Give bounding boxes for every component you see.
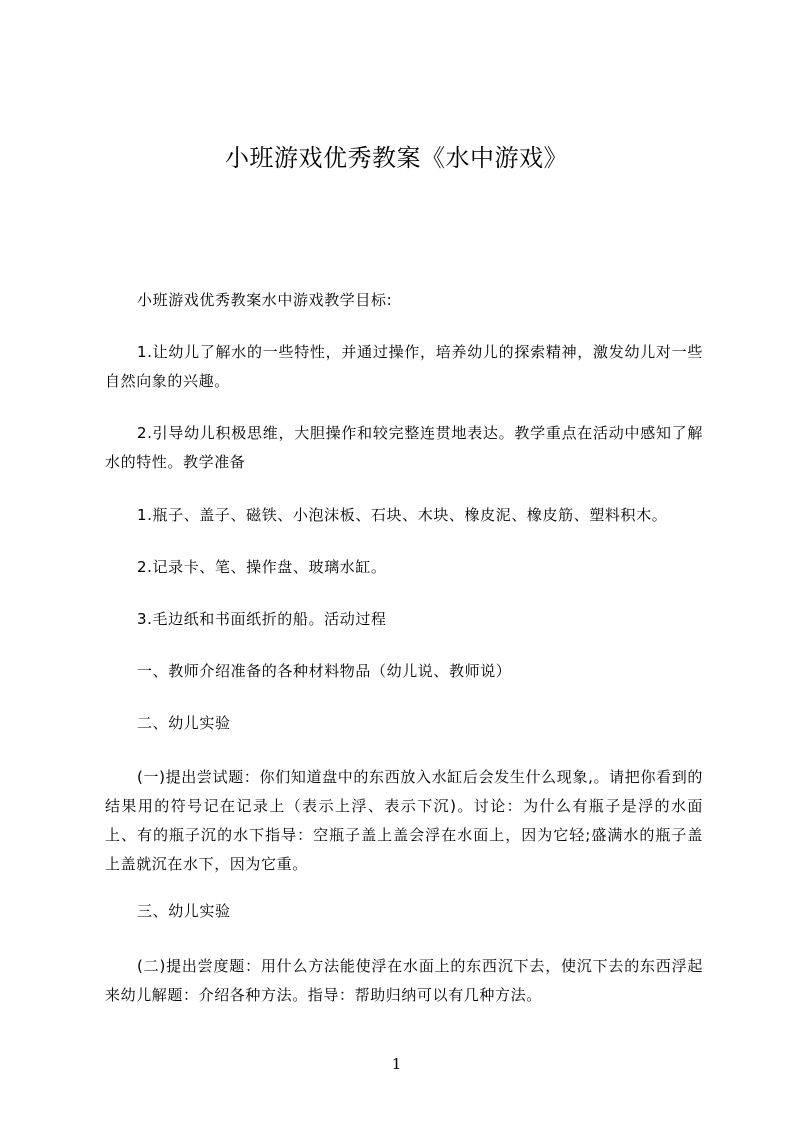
paragraph-experiment-1: (一)提出尝试题：你们知道盘中的东西放入水缸后会发生什么现象,。请把你看到的结果用的符号记在记录上（表示上浮、表示下沉)。讨论：为什么有瓶子是浮的水面上、有的瓶子沉的水下指导：空瓶子盖上盖会浮在水面上，因为它轻;盛满水的瓶子盖上盖就沉在水下，因为它重。 bbox=[105, 768, 703, 873]
paragraph-step-1: 一、教师介绍准备的各种材料物品（幼儿说、教师说） bbox=[137, 662, 512, 680]
paragraph-objective-1: 1.让幼儿了解水的一些特性，并通过操作，培养幼儿的探索精神，激发幼儿对一些自然向象的兴趣。 bbox=[105, 343, 703, 390]
paragraph-prep-1: 1.瓶子、盖子、磁铁、小泡沫板、石块、木块、橡皮泥、橡皮筋、塑料积木。 bbox=[137, 506, 668, 524]
paragraph-step-2: 二、幼儿实验 bbox=[137, 714, 231, 732]
paragraph-experiment-2: (二)提出尝度题：用什么方法能使浮在水面上的东西沉下去，使沉下去的东西浮起来幼儿解题：介绍各种方法。指导：帮助归纳可以有几种方法。 bbox=[105, 957, 703, 1004]
paragraph-objective-2: 2.引导幼儿积极思维，大胆操作和较完整连贯地表达。教学重点在活动中感知了解水的特性。教学准备 bbox=[105, 424, 703, 471]
document-title: 小班游戏优秀教案《水中游戏》 bbox=[225, 144, 568, 172]
paragraph-step-3: 三、幼儿实验 bbox=[137, 902, 231, 920]
paragraph-prep-3: 3.毛边纸和书面纸折的船。活动过程 bbox=[137, 610, 387, 628]
paragraph-objectives-heading: 小班游戏优秀教案水中游戏教学目标: bbox=[137, 291, 393, 309]
page-number: 1 bbox=[391, 1055, 402, 1073]
paragraph-prep-2: 2.记录卡、笔、操作盘、玻璃水缸。 bbox=[137, 558, 387, 576]
